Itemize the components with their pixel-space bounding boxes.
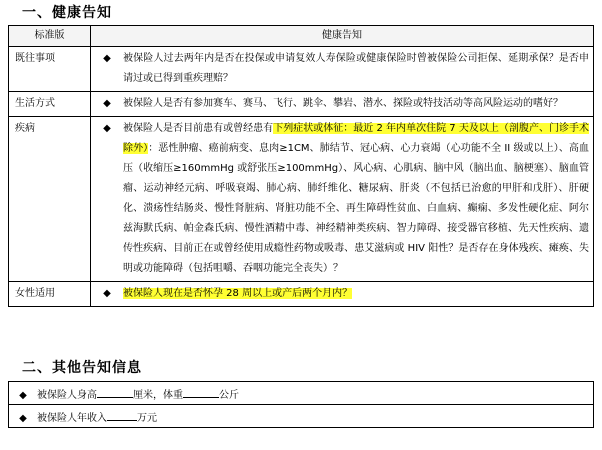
row-label-female: 女性适用 xyxy=(9,282,91,307)
other-info-table xyxy=(8,381,594,428)
section-title-other-info: 二、其他告知信息 xyxy=(22,360,142,376)
weight-label: 厘米，体重 xyxy=(133,389,183,401)
weight-unit: 公斤 xyxy=(219,389,239,401)
row-text-disease xyxy=(123,119,589,279)
income-label: 被保险人年收入 xyxy=(37,412,107,424)
row-text-history: 被保险人过去两年内是否在投保或申请复效人寿保险或健康保险时曾被保险公司拒保、延期承保？是否申请过或已得到重疾理赔？ xyxy=(123,53,589,84)
table-row xyxy=(9,282,594,307)
row-text-lifestyle: 被保险人是否有参加赛车、赛马、飞行、跳伞、攀岩、潜水、探险或特技活动等高风险运动的嗜好？ xyxy=(123,98,563,109)
height-label: 被保险人身高 xyxy=(37,389,97,401)
diamond-bullet-icon: ◆ xyxy=(103,98,111,109)
row-label-disease: 疾病 xyxy=(9,117,91,282)
header-standard: 标准版 xyxy=(9,26,91,47)
table-row xyxy=(9,382,594,405)
income-input[interactable] xyxy=(107,410,137,421)
income-unit: 万元 xyxy=(137,412,157,424)
diamond-bullet-icon: ◆ xyxy=(19,389,27,401)
row-label-history: 既往事项 xyxy=(9,47,91,92)
height-input[interactable] xyxy=(97,387,133,398)
diamond-bullet-icon: ◆ xyxy=(103,123,111,134)
disease-text-part1: 被保险人是否目前患有或曾经患有 xyxy=(123,123,274,134)
disease-text-part2: ：恶性肿瘤、癌前病变、息肉≥1CM、肺结节、冠心病、心力衰竭（心功能不全 II 级或以上）、高血压（收缩压≥160mmHg 或舒张压≥100mmHg）、风心病、心肌病、脑中风（脑出血、脑梗塞）、脑血管瘤、运动神经元病、呼吸衰竭、肺心病、肺纤维化、糖尿病、肝炎（不包括已治愈的甲肝和戊肝）、肝硬化、溃疡性结肠炎、慢性肾脏病、肾脏功能不全、再生障碍性贫血、白血病、癫痫、多发性硬化症、阿尔兹海默氏病、帕金森氏病、慢性酒精中毒、神经精神类疾病、智力障碍、接受器官移植、先天性疾病、遗传性疾病、目前正在或曾经使用成瘾性药物或吸毒、患艾滋病或 HIV 阳性？是否存在身体残疾、瘫痪、失明或功能障碍（包括咀嚼、吞咽功能完全丧失）？ xyxy=(123,143,590,274)
row-label-lifestyle: 生活方式 xyxy=(9,92,91,117)
row-text-female xyxy=(123,284,589,304)
table-header-row xyxy=(9,26,594,47)
table-row xyxy=(9,405,594,428)
diamond-bullet-icon: ◆ xyxy=(103,288,111,299)
diamond-bullet-icon: ◆ xyxy=(19,412,27,424)
female-text-highlight: 被保险人现在是否怀孕 28 周以上或产后两个月内？ xyxy=(123,288,353,299)
table-row xyxy=(9,47,594,92)
disease-text-highlight: 下列症状或体征：最近 2 年内单次住院 7 天及以上（剖腹产、门诊手术除外） xyxy=(123,123,589,154)
section-title-health: 一、健康告知 xyxy=(22,5,112,21)
health-disclosure-table xyxy=(8,25,594,307)
diamond-bullet-icon: ◆ xyxy=(103,53,111,64)
table-row xyxy=(9,92,594,117)
table-row xyxy=(9,117,594,282)
weight-input[interactable] xyxy=(183,387,219,398)
header-health-disclosure: 健康告知 xyxy=(91,26,594,47)
